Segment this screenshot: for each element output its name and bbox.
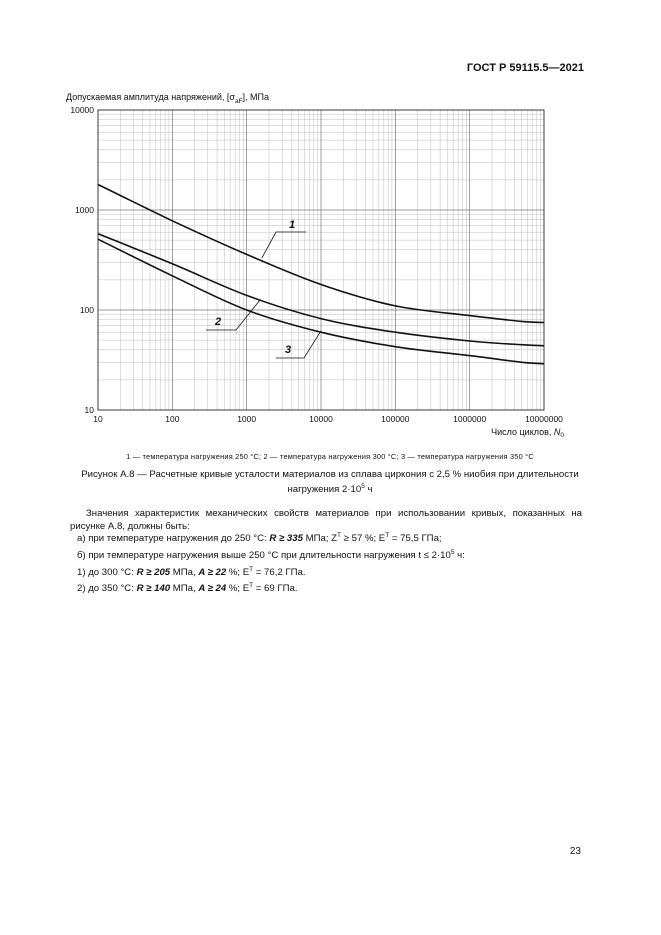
x-tick-label: 10000000 <box>525 414 563 424</box>
curve-label-2: 2 <box>215 316 222 328</box>
y-tick-label: 1000 <box>75 205 94 215</box>
item-1: 1) до 300 °С: R ≥ 205 МПа, A ≥ 22 %; $E^T = 76,2$ ГПа. <box>77 566 306 579</box>
chart-legend: 1 — температура нагружения 250 °С; 2 — температура нагружения 300 °С; 3 — температура нагружения 350 °С <box>126 452 534 461</box>
figure-caption <box>70 469 590 496</box>
y-tick-label: 10000 <box>70 105 94 115</box>
x-tick-label: 10000 <box>309 414 333 424</box>
x-tick-label: 1000 <box>237 414 257 424</box>
formula-rm-250: R ≥ 335 <box>269 533 303 545</box>
curve-label-3: 3 <box>285 344 292 356</box>
x-tick-label: 10 <box>93 414 103 424</box>
formula-a-300: A ≥ 22 <box>198 567 227 579</box>
fatigue-chart <box>0 0 661 450</box>
y-tick-label: 100 <box>79 305 94 315</box>
caption-line-1: Рисунок А.8 — Расчетные кривые усталости материалов из сплава циркония с 2,5 % ниобия при длительности <box>81 469 579 480</box>
item-2: 2) до 350 °С: R ≥ 140 МПа, A ≥ 24 %; $E^T = 69$ ГПа. <box>77 582 298 595</box>
chart-y-axis-label: Допускаемая амплитуда напряжений, $[\sigma_{aF}]$, МПа <box>66 92 270 105</box>
formula-rm-300: R ≥ 205 <box>136 567 171 579</box>
y-tick-label: 10 <box>84 405 94 415</box>
x-tick-label: 1000000 <box>453 414 487 424</box>
formula-a-350: A ≥ 24 <box>198 583 227 595</box>
curve-label-1: 1 <box>289 219 296 231</box>
page-number: 23 <box>569 846 581 857</box>
formula-rm-350: R ≥ 140 <box>136 583 171 595</box>
item-b: б) при температуре нагружения выше 250 °С при длительности нагружения $t \le 2\cdot 10^5$ ч: <box>77 549 465 562</box>
x-tick-label: 100000 <box>381 414 410 424</box>
x-tick-label: 100 <box>165 414 180 424</box>
chart-x-axis-label: Число циклов, $N_0$ <box>491 427 564 439</box>
document-number: ГОСТ Р 59115.5—2021 <box>466 62 584 74</box>
item-a: а) при температуре нагружения до 250 °С: R ≥ 335 МПа; $Z^T \ge 57$ %; $E^T = 75,5$ ГПа; <box>77 532 442 545</box>
intro-paragraph: Значения характеристик механических свойств материалов при использовании кривых, показанных на рисунке А.8, должны быть: <box>70 508 582 532</box>
caption-line-2: нагружения $2\cdot 10^5$ ч <box>287 483 373 496</box>
leader-line-1 <box>262 232 306 258</box>
